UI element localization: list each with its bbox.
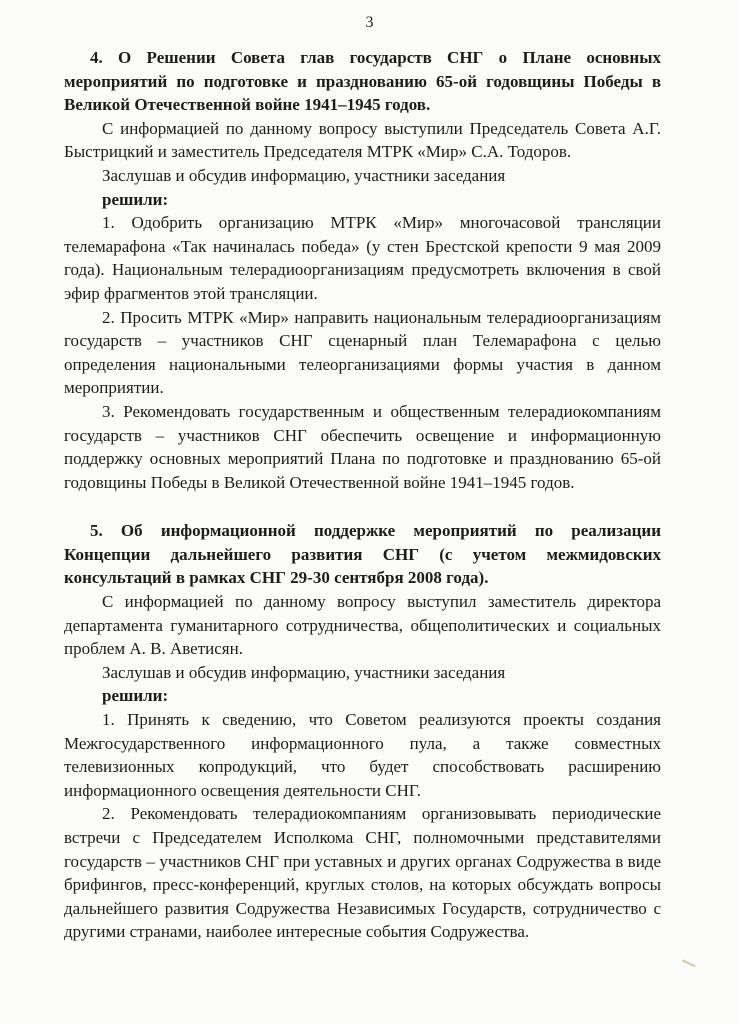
section-5-item-2: 2. Рекомендовать телерадиокомпаниям организовывать периодические встречи с Председателем Исполкома СНГ, полномочными представителями государств – участников СНГ при уставных и других органах Содружества в виде брифингов, пресс-конференций, круглых столов, на которых обсуждать вопросы дальнейшего развития Содружества Независимых Государств, сотрудничество с другими странами, наиболее интересные события Содружества. [64,804,661,942]
section-4-item-1: 1. Одобрить организацию МТРК «Мир» многочасовой трансляции телемарафона «Так начиналась победа» (у стен Брестской крепости 9 мая 2009 года). Национальным телерадиоорганизациям предусмотреть включения в свой эфир фрагментов этой трансляции. [64,213,661,303]
section-4-heard: Заслушав и обсудив информацию, участники заседания [102,165,506,185]
section-5-heard: Заслушав и обсудив информацию, участники заседания [102,662,506,682]
pen-mark [678,960,695,976]
section-5-item-1: 1. Принять к сведению, что Советом реализуются проекты создания Межгосударственного информационного пула, а также совместных телевизионных копродукций, что будет способствовать расширению информационного освещения деятельности СНГ. [64,710,661,800]
section-5-decided: решили: [102,686,169,706]
section-4-title: 4. О Решении Совета глав государств СНГ о Плане основных мероприятий по подготовке и празднованию 65-ой годовщины Победы в Великой Отечественной войне 1941–1945 годов. [64,48,661,115]
section-4-intro: С информацией по данному вопросу выступили Председатель Совета А.Г. Быстрицкий и заместитель Председателя МТРК «Мир» С.А. Тодоров. [64,118,661,162]
page-number: 3 [365,14,374,31]
section-spacer [64,494,661,519]
document-body [64,46,661,944]
section-4-decided: решили: [102,189,169,209]
section-4-item-2: 2. Просить МТРК «Мир» направить национальным телерадиоорганизациям государств – участников СНГ сценарный план Телемарафона с целью определения национальными телеорганизациями формы участия в данном мероприятии. [64,307,661,398]
section-4-item-3: 3. Рекомендовать государственным и общественным телерадиокомпаниям государств – участников СНГ обеспечить освещение и информационную поддержку основных мероприятий Плана по подготовке и празднованию 65-ой годовщины Победы в Великой Отечественной войне 1941–1945 годов. [64,401,661,492]
section-5-title: 5. Об информационной поддержке мероприятий по реализации Концепции дальнейшего развития СНГ (с учетом межмидовских консультаций в рамках СНГ 29-30 сентября 2008 года). [64,521,661,588]
section-5-intro: С информацией по данному вопросу выступил заместитель директора департамента гуманитарного сотрудничества, общеполитических и социальных проблем А. В. Аветисян. [64,592,661,659]
